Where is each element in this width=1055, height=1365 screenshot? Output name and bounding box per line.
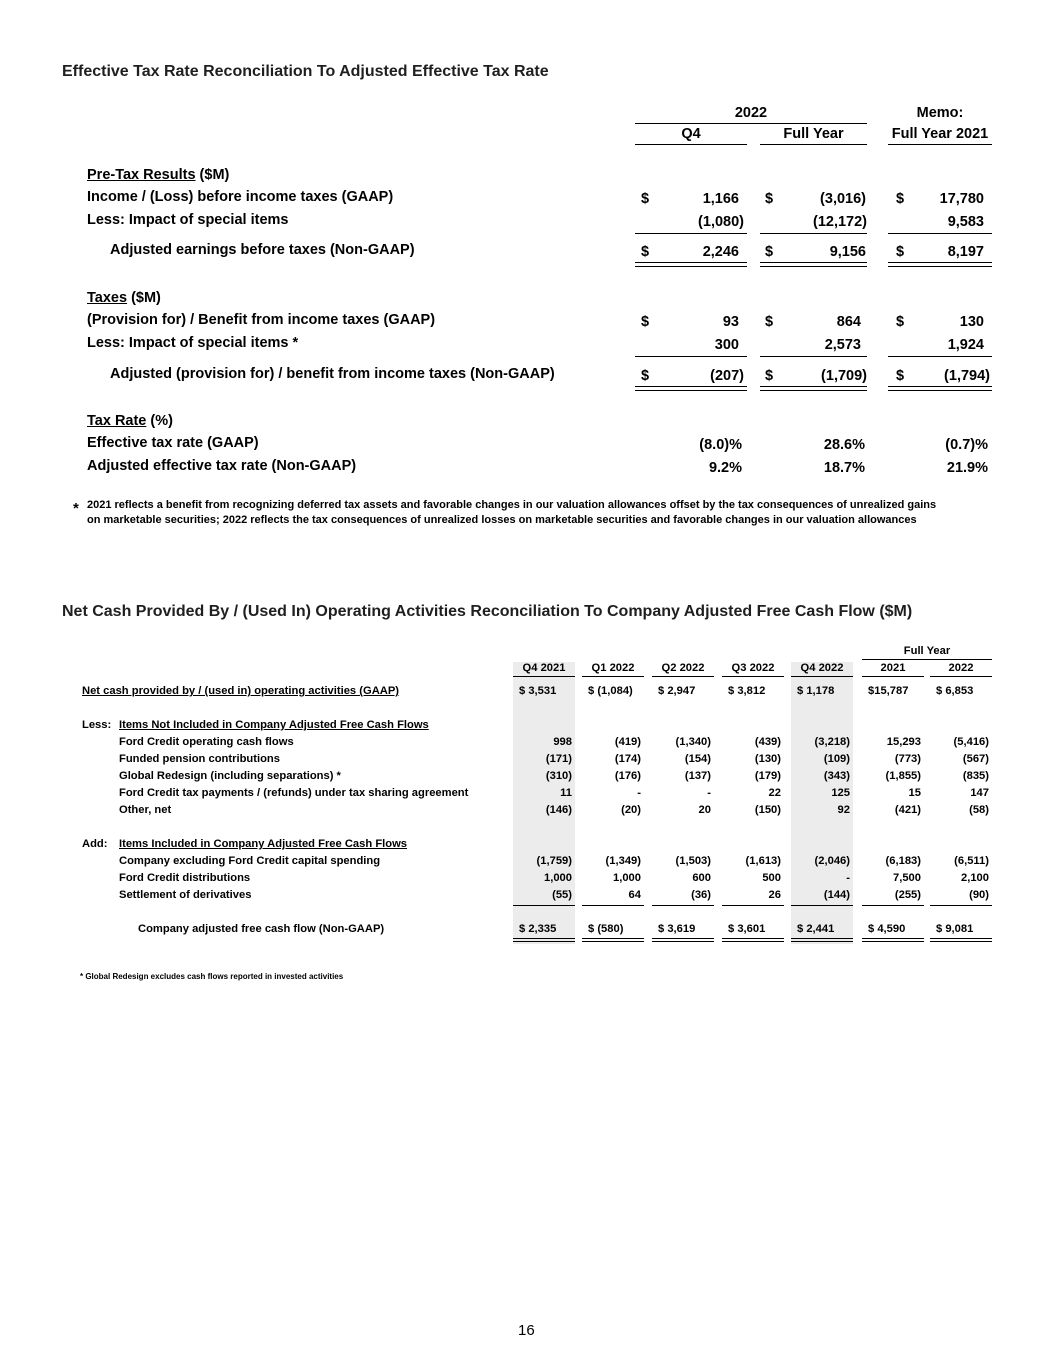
column-header-rule bbox=[862, 676, 924, 677]
less-row-value: 11 bbox=[560, 787, 572, 799]
subtotal-rule bbox=[635, 233, 747, 234]
less-row-value: (1,340) bbox=[675, 736, 711, 748]
taxes-memo-value: 130 bbox=[959, 314, 984, 330]
column-header-rule bbox=[930, 676, 992, 677]
dollar-sign: $ bbox=[765, 244, 774, 260]
total-double-rule bbox=[791, 938, 853, 942]
less-row-value: 22 bbox=[768, 787, 781, 799]
pretax-row-label: Income / (Loss) before income taxes (GAAP) bbox=[87, 189, 394, 205]
taxrate-row-label: Effective tax rate (GAAP) bbox=[87, 435, 259, 451]
add-row-value: (144) bbox=[823, 889, 850, 901]
column-header: Q3 2022 bbox=[731, 662, 775, 674]
column-header: 2021 bbox=[880, 662, 906, 674]
column-header: Q2 2022 bbox=[661, 662, 705, 674]
header-rule-fy bbox=[760, 144, 867, 145]
fcf-total-label: Company adjusted free cash flow (Non-GAAP) bbox=[138, 923, 385, 935]
taxes-row-label: (Provision for) / Benefit from income taxes (GAAP) bbox=[87, 312, 436, 328]
less-row-value: (179) bbox=[754, 770, 781, 782]
add-row-value: (36) bbox=[691, 889, 711, 901]
subtotal-rule bbox=[513, 905, 575, 906]
less-row-value: (835) bbox=[962, 770, 989, 782]
less-row-value: (171) bbox=[545, 753, 572, 765]
taxes-total-label: Adjusted (provision for) / benefit from income taxes (Non-GAAP) bbox=[110, 366, 555, 382]
less-row-value: (154) bbox=[684, 753, 711, 765]
subtotal-rule bbox=[722, 905, 784, 906]
full-year-label: Full Year bbox=[903, 645, 951, 657]
net-cash-value: $ 6,853 bbox=[936, 685, 974, 697]
section2-title: Net Cash Provided By / (Used In) Operating Activities Reconciliation To Company Adjusted Free Cash Flow ($M) bbox=[62, 603, 913, 620]
header-2022: 2022 bbox=[734, 105, 768, 121]
subtotal-rule bbox=[791, 905, 853, 906]
dollar-sign: $ bbox=[641, 368, 650, 384]
dollar-sign: $ bbox=[641, 244, 650, 260]
taxes-fy-value: 2,573 bbox=[824, 337, 861, 353]
column-header-rule bbox=[582, 676, 644, 677]
fcf-total-value: $ 3,619 bbox=[658, 923, 696, 935]
add-row-value: 26 bbox=[768, 889, 781, 901]
less-row-value: (58) bbox=[969, 804, 989, 816]
add-prefix: Add: bbox=[82, 838, 108, 850]
less-row-value: 15,293 bbox=[886, 736, 921, 748]
subtotal-rule bbox=[930, 905, 992, 906]
add-heading: Items Included in Company Adjusted Free Cash Flows bbox=[119, 838, 408, 850]
total-double-rule bbox=[513, 938, 575, 942]
add-row-value: 64 bbox=[628, 889, 641, 901]
dollar-sign: $ bbox=[896, 244, 905, 260]
footnote-line-2: on marketable securities; 2022 reflects the tax consequences of unrealized losses on marketable securities and favorable changes in our valuation allowances bbox=[87, 514, 917, 526]
total-double-rule bbox=[760, 262, 867, 267]
total-double-rule bbox=[635, 262, 747, 267]
taxrate-memo-value: (0.7)% bbox=[945, 437, 988, 453]
total-double-rule bbox=[888, 386, 992, 391]
add-row-value: (255) bbox=[894, 889, 921, 901]
dollar-sign: $ bbox=[765, 191, 774, 207]
taxrate-q4-value: 9.2% bbox=[708, 460, 742, 476]
net-cash-value: $ 3,531 bbox=[519, 685, 557, 697]
footnote-star: * bbox=[73, 500, 79, 517]
add-row-value: 2,100 bbox=[961, 872, 989, 884]
dollar-sign: $ bbox=[896, 191, 905, 207]
column-header-rule bbox=[513, 676, 575, 677]
less-row-value: 147 bbox=[970, 787, 989, 799]
add-row-label: Company excluding Ford Credit capital spending bbox=[119, 855, 381, 867]
less-row-value: - bbox=[707, 787, 711, 799]
pretax-memo-value: 17,780 bbox=[939, 191, 984, 207]
pretax-total-q4: 2,246 bbox=[702, 244, 739, 260]
total-double-rule bbox=[652, 938, 714, 942]
dollar-sign: $ bbox=[641, 314, 650, 330]
page-number: 16 bbox=[518, 1322, 535, 1339]
subtotal-rule bbox=[760, 356, 867, 357]
less-row-value: - bbox=[637, 787, 641, 799]
section2-footnote: * Global Redesign excludes cash flows reported in invested activities bbox=[80, 972, 344, 981]
taxes-row-label: Less: Impact of special items * bbox=[87, 335, 299, 351]
net-cash-value: $ 2,947 bbox=[658, 685, 696, 697]
taxes-fy-value: 864 bbox=[836, 314, 861, 330]
column-header-rule bbox=[722, 676, 784, 677]
subtotal-rule bbox=[635, 356, 747, 357]
subtotal-rule bbox=[582, 905, 644, 906]
pretax-row-label: Less: Impact of special items bbox=[87, 212, 289, 228]
less-row-label: Ford Credit operating cash flows bbox=[119, 736, 294, 748]
shade-q4-2022 bbox=[791, 662, 853, 944]
subtotal-rule bbox=[888, 233, 992, 234]
dollar-sign: $ bbox=[896, 368, 905, 384]
taxrate-row-label: Adjusted effective tax rate (Non-GAAP) bbox=[87, 458, 357, 474]
less-row-label: Ford Credit tax payments / (refunds) under tax sharing agreement bbox=[119, 787, 469, 799]
header-q4: Q4 bbox=[681, 126, 701, 142]
add-row-value: 500 bbox=[762, 872, 781, 884]
less-row-value: (310) bbox=[545, 770, 572, 782]
less-prefix: Less: bbox=[82, 719, 112, 731]
less-row-value: (150) bbox=[754, 804, 781, 816]
less-row-value: 20 bbox=[698, 804, 711, 816]
less-row-value: (174) bbox=[614, 753, 641, 765]
fcf-total-value: $ 9,081 bbox=[936, 923, 974, 935]
less-row-value: 92 bbox=[837, 804, 850, 816]
add-row-value: (55) bbox=[552, 889, 572, 901]
header-memo: Memo: bbox=[916, 105, 964, 121]
taxrate-heading: Tax Rate (%) bbox=[87, 413, 173, 429]
taxrate-q4-value: (8.0)% bbox=[699, 437, 742, 453]
subtotal-rule bbox=[760, 233, 867, 234]
add-row-value: 600 bbox=[692, 872, 711, 884]
add-row-value: (90) bbox=[969, 889, 989, 901]
fcf-total-value: $ 2,335 bbox=[519, 923, 557, 935]
net-cash-label: Net cash provided by / (used in) operating activities (GAAP) bbox=[82, 685, 400, 697]
shade-q4-2021 bbox=[513, 662, 575, 944]
less-row-value: (130) bbox=[754, 753, 781, 765]
dollar-sign: $ bbox=[765, 314, 774, 330]
less-row-label: Other, net bbox=[119, 804, 172, 816]
less-row-value: (773) bbox=[894, 753, 921, 765]
footnote-line-1: 2021 reflects a benefit from recognizing deferred tax assets and favorable changes in our valuation allowances offset by the tax consequences of unrealized gains bbox=[87, 499, 937, 511]
less-row-value: (421) bbox=[894, 804, 921, 816]
add-row-value: - bbox=[846, 872, 850, 884]
subtotal-rule bbox=[652, 905, 714, 906]
less-row-value: 998 bbox=[553, 736, 572, 748]
less-row-value: (343) bbox=[823, 770, 850, 782]
less-row-value: (1,855) bbox=[885, 770, 921, 782]
header-full-year-2021: Full Year 2021 bbox=[891, 126, 989, 142]
taxrate-fy-value: 28.6% bbox=[823, 437, 865, 453]
pretax-memo-value: 9,583 bbox=[947, 214, 984, 230]
total-double-rule bbox=[930, 938, 992, 942]
less-row-value: (146) bbox=[545, 804, 572, 816]
column-header-rule bbox=[652, 676, 714, 677]
add-row-value: (6,511) bbox=[954, 855, 989, 867]
full-year-rule bbox=[862, 659, 992, 660]
add-row-value: (6,183) bbox=[885, 855, 921, 867]
net-cash-value: $ (1,084) bbox=[588, 685, 633, 697]
total-double-rule bbox=[582, 938, 644, 942]
less-row-label: Global Redesign (including separations) * bbox=[119, 770, 341, 782]
fcf-total-value: $ 4,590 bbox=[868, 923, 906, 935]
less-row-value: (109) bbox=[823, 753, 850, 765]
less-row-value: (5,416) bbox=[953, 736, 989, 748]
dollar-sign: $ bbox=[896, 314, 905, 330]
taxes-total-fy: (1,709) bbox=[821, 368, 867, 384]
less-row-value: (439) bbox=[754, 736, 781, 748]
pretax-q4-value: 1,166 bbox=[702, 191, 739, 207]
taxes-q4-value: 300 bbox=[714, 337, 739, 353]
less-row-value: (3,218) bbox=[814, 736, 850, 748]
less-row-value: 125 bbox=[831, 787, 850, 799]
net-cash-value: $ 3,812 bbox=[728, 685, 766, 697]
taxes-heading: Taxes ($M) bbox=[87, 290, 161, 306]
total-double-rule bbox=[635, 386, 747, 391]
less-row-value: (176) bbox=[614, 770, 641, 782]
subtotal-rule bbox=[862, 905, 924, 906]
less-row-value: 15 bbox=[908, 787, 921, 799]
dollar-sign: $ bbox=[765, 368, 774, 384]
section1-title: Effective Tax Rate Reconciliation To Adjusted Effective Tax Rate bbox=[62, 63, 549, 80]
pretax-total-memo: 8,197 bbox=[947, 244, 984, 260]
taxrate-memo-value: 21.9% bbox=[946, 460, 988, 476]
pretax-fy-value: (12,172) bbox=[812, 214, 867, 230]
dollar-sign: $ bbox=[641, 191, 650, 207]
total-double-rule bbox=[722, 938, 784, 942]
header-rule-q4 bbox=[635, 144, 747, 145]
add-row-value: 7,500 bbox=[893, 872, 921, 884]
taxes-total-q4: (207) bbox=[710, 368, 744, 384]
fcf-total-value: $ (580) bbox=[588, 923, 624, 935]
header-rule-memo bbox=[888, 144, 992, 145]
taxes-q4-value: 93 bbox=[722, 314, 739, 330]
less-row-value: (20) bbox=[621, 804, 641, 816]
add-row-value: (1,613) bbox=[745, 855, 781, 867]
total-double-rule bbox=[888, 262, 992, 267]
column-header: Q1 2022 bbox=[591, 662, 635, 674]
less-heading: Items Not Included in Company Adjusted Free Cash Flows bbox=[119, 719, 429, 731]
net-cash-value: $15,787 bbox=[868, 685, 909, 697]
add-row-value: (1,503) bbox=[675, 855, 711, 867]
taxes-total-memo: (1,794) bbox=[944, 368, 990, 384]
pretax-fy-value: (3,016) bbox=[820, 191, 866, 207]
less-row-value: (137) bbox=[684, 770, 711, 782]
header-full-year: Full Year bbox=[783, 126, 844, 142]
column-header: 2022 bbox=[948, 662, 974, 674]
less-row-value: (419) bbox=[614, 736, 641, 748]
add-row-label: Settlement of derivatives bbox=[119, 889, 252, 901]
add-row-value: (1,759) bbox=[536, 855, 572, 867]
less-row-label: Funded pension contributions bbox=[119, 753, 280, 765]
taxes-memo-value: 1,924 bbox=[947, 337, 984, 353]
pretax-heading: Pre-Tax Results ($M) bbox=[87, 167, 230, 183]
add-row-value: 1,000 bbox=[613, 872, 641, 884]
fcf-total-value: $ 2,441 bbox=[797, 923, 835, 935]
subtotal-rule bbox=[888, 356, 992, 357]
less-row-value: (567) bbox=[962, 753, 989, 765]
net-cash-value: $ 1,178 bbox=[797, 685, 835, 697]
pretax-total-label: Adjusted earnings before taxes (Non-GAAP) bbox=[110, 242, 415, 258]
column-header: Q4 2022 bbox=[800, 662, 844, 674]
taxrate-fy-value: 18.7% bbox=[823, 460, 865, 476]
header-2022-rule bbox=[635, 123, 867, 124]
fcf-total-value: $ 3,601 bbox=[728, 923, 766, 935]
column-header-rule bbox=[791, 676, 853, 677]
pretax-total-fy: 9,156 bbox=[829, 244, 866, 260]
total-double-rule bbox=[862, 938, 924, 942]
add-row-value: (1,349) bbox=[605, 855, 641, 867]
add-row-value: 1,000 bbox=[544, 872, 572, 884]
add-row-label: Ford Credit distributions bbox=[119, 872, 251, 884]
pretax-q4-value: (1,080) bbox=[698, 214, 744, 230]
column-header: Q4 2021 bbox=[522, 662, 566, 674]
total-double-rule bbox=[760, 386, 867, 391]
add-row-value: (2,046) bbox=[814, 855, 850, 867]
